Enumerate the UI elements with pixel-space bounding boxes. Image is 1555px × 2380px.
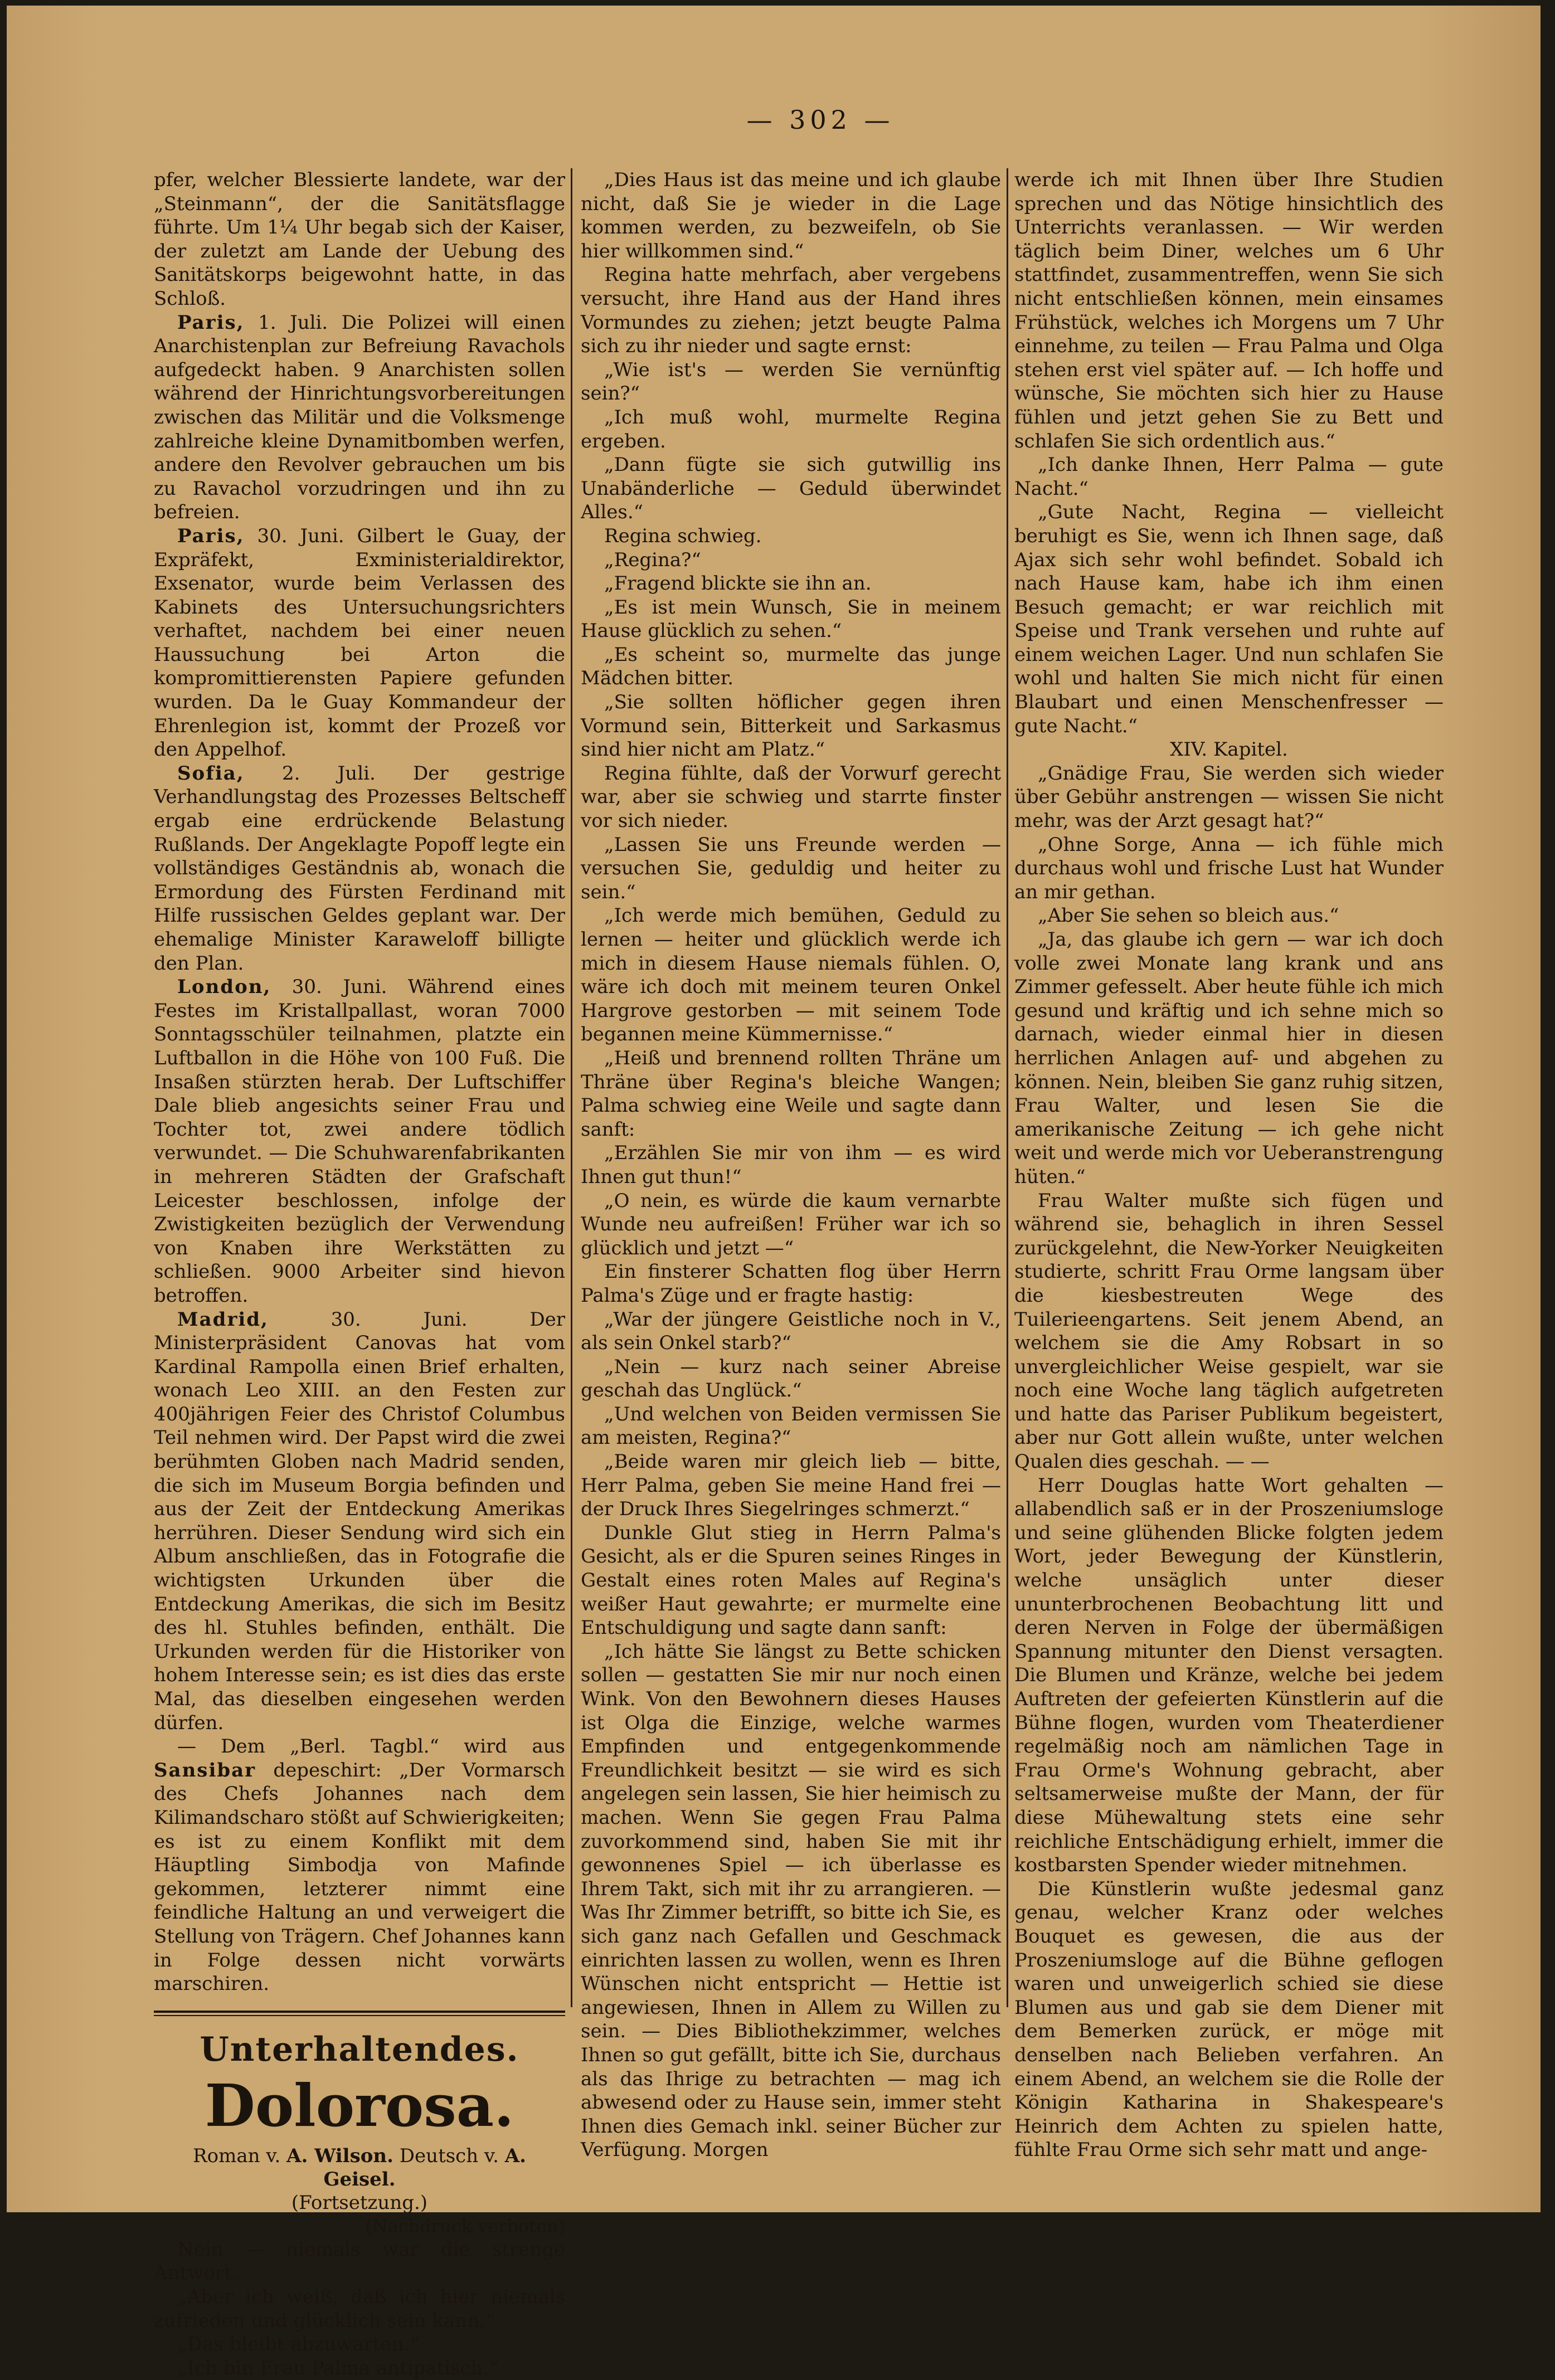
story-paragraph: Regina fühlte, daß der Vorwurf gerecht war, aber sie schwieg und starrte finster vor sich nieder. <box>581 762 1001 833</box>
story-paragraph: „Wie ist's — werden Sie vernünftig sein?“ <box>581 358 1001 405</box>
story-paragraph: „Das bleibt abzuwarten.“ <box>177 2333 420 2356</box>
news-paris-2 <box>154 524 565 762</box>
story-byline <box>154 2144 565 2191</box>
story-paragraph: „Lassen Sie uns Freunde werden — versuchen Sie, geduldig und heiter zu sein.“ <box>581 833 1001 903</box>
story-paragraph: „Es scheint so, murmelte das junge Mädchen bitter. <box>581 643 1001 690</box>
news-paragraph: pfer, welcher Blessierte landete, war der „Steinmann“, der die Sanitätsflagge führte. Um 1¼ Uhr begab sich der Kaiser, der zuletzt am Lande der Uebung des Sanitätskorps beigewohnt hatte, in das Schloß. <box>154 169 565 310</box>
news-place: Sofia, <box>177 762 245 785</box>
story-paragraph: Herr Douglas hatte Wort gehalten — allabendlich saß er in der Proszeniumsloge und seine glühenden Blicke folgten jedem Wort, jeder Bewegung der Künstlerin, welche unsäglich unter dieser ununterbrochenen Beobachtung litt und deren Nerven in Folge der übermäßigen Spannung mitunter den Dienst versagten. Die Blumen und Kränze, welche bei jedem Auftreten der gefeierten Künstlerin auf die Bühne flogen, wurden vom Theaterdiener regelmäßig noch am nämlichen Tage in Frau Orme's Wohnung gebracht, aber seltsamerweise mußte der Mann, der für diese Mühewaltung stets eine sehr reichliche Entschädigung erhielt, immer die kostbarsten Spender wieder mitnehmen. <box>1014 1474 1444 1877</box>
story-paragraph: werde ich mit Ihnen über Ihre Studien sprechen und das Nötige hinsichtlich des Unterrichts veranlassen. — Wir werden täglich beim Diner, welches um 6 Uhr stattfindet, zusammentreffen, wenn Sie sich nicht entschließen können, mein einsames Frühstück, welches ich Morgens um 7 Uhr einnehme, zu teilen — Frau Palma und Olga stehen erst viel später auf. — Ich hoffe und wünsche, Sie möchten sich hier zu Hause fühlen und jetzt gehen Sie zu Bett und schlafen Sie sich ordentlich aus.“ <box>1014 169 1444 452</box>
story-paragraph: „Dies Haus ist das meine und ich glaube nicht, daß Sie je wieder in die Lage kommen werden, zu bezweifeln, ob Sie hier willkommen sind.“ <box>581 169 1001 262</box>
news-text: 1. Juli. Die Polizei will einen Anarchistenplan zur Befreiung Ravachols aufgedeckt haben. 9 Anarchisten sollen während der Hinrichtungsvorbereitungen zwischen das Militär und die Volksmenge zahlreiche kleine Dynamitbomben werfen, andere den Revolver gebrauchen um bis zu Ravachol vorzudringen und ihn zu befreien. <box>154 311 565 524</box>
story-paragraph: „Ohne Sorge, Anna — ich fühle mich durchaus wohl und frische Lust hat Wunder an mir gethan. <box>1014 833 1444 903</box>
story-paragraph: Regina hatte mehrfach, aber vergebens versucht, ihre Hand aus der Hand ihres Vormundes zu ziehen; jetzt beugte Palma sich zu ihr nieder und sagte ernst: <box>581 264 1001 358</box>
story-paragraph: „Ich werde mich bemühen, Geduld zu lernen — heiter und glücklich werde ich mich in diesem Hause niemals fühlen. O, wäre ich doch mit meinem teuren Onkel Hargrove gestorben — mit seinem Tode begannen meine Kümmernisse.“ <box>581 904 1001 1046</box>
story-paragraph: „Nein — kurz nach seiner Abreise geschah das Unglück.“ <box>581 1355 1001 1402</box>
byline-mid: Deutsch v. <box>399 2144 499 2167</box>
story-paragraph: „Heiß und brennend rollten Thräne um Thräne über Regina's bleiche Wangen; Palma schwieg eine Weile und sagte dann sanft: <box>581 1047 1001 1141</box>
page-number: — 302 — <box>746 105 895 135</box>
story-paragraph: „Ich muß wohl, murmelte Regina ergeben. <box>581 406 1001 452</box>
continuation-note: (Fortsetzung.) <box>291 2191 428 2214</box>
story-paragraph: „Ich hätte Sie längst zu Bette schicken sollen — gestatten Sie mir nur noch einen Wink. Von den Bewohnern dieses Hauses ist Olga die Einzige, welche warmes Empfinden und entgegenkommende Freundlichkeit besitzt — sie wird es sich angelegen sein lassen, Sie hier heimisch zu machen. Wenn Sie gegen Frau Palma zuvorkommend sind, haben Sie mit ihr gewonnenes Spiel — ich überlasse es Ihrem Takt, sich mit ihr zu arrangieren. — Was Ihr Zimmer betrifft, so bitte ich Sie, es sich ganz nach Gefallen und Geschmack einrichten lassen zu wollen, wenn es Ihren Wünschen nicht entspricht — Hettie ist angewiesen, Ihnen in Allem zu Willen zu sein. — Dies Bibliothekzimmer, welches Ihnen so gut gefällt, bitte ich Sie, durchaus als das Ihrige zu betrachten — mag ich abwesend oder zu Hause sein, immer steht Ihnen dies Gemach inkl. seiner Bücher zur Verfügung. Morgen <box>581 1640 1001 2162</box>
story-paragraph: Dunkle Glut stieg in Herrn Palma's Gesicht, als er die Spuren seines Ringes in Gestalt eines roten Males auf Regina's weißer Haut gewahrte; er murmelte eine Entschuldigung und sagte dann sanft: <box>581 1521 1001 1639</box>
news-paris-1 <box>154 311 565 524</box>
news-sofia <box>154 762 565 975</box>
story-paragraph: „Sie sollten höflicher gegen ihren Vormund sein, Bitterkeit und Sarkasmus sind hier nicht am Platz.“ <box>581 691 1001 761</box>
story-paragraph: „Beide waren mir gleich lieb — bitte, Herr Palma, geben Sie meine Hand frei — der Druck Ihres Siegelringes schmerzt.“ <box>581 1451 1001 1521</box>
story-paragraph: „Gute Nacht, Regina — vielleicht beruhigt es Sie, wenn ich Ihnen sage, daß Ajax sich sehr wohl befindet. Sobald ich nach Hause kam, habe ich ihm einen Besuch gemacht; er war reichlich mit Speise und Trank versehen und ruhte auf einem weichen Lager. Und nun schlafen Sie wohl und halten Sie mich nicht für einen Blaubart und einen Menschenfresser — gute Nacht.“ <box>1014 501 1444 737</box>
news-text: 2. Juli. Der gestrige Verhandlungstag des Prozesses Beltscheff ergab eine erdrückende Belastung Rußlands. Der Angeklagte Popoff legte ein vollständiges Geständnis ab, wonach die Ermordung des Fürsten Ferdinand mit Hilfe russischen Geldes geplant war. Der ehemalige Minister Karaweloff billigte den Plan. <box>154 762 565 975</box>
column-rule-right <box>1007 168 1008 2007</box>
news-place: Paris, <box>177 311 245 334</box>
story-paragraph: „Es ist mein Wunsch, Sie in meinem Hause glücklich zu sehen.“ <box>581 596 1001 643</box>
news-text: 30. Juni. Gilbert le Guay, der Expräfekt, Exministerialdirektor, Exsenator, wurde beim Verlassen des Kabinets des Untersuchungsrichters verhaftet, nachdem bei einer neuen Haussuchung bei Arton die kompromittierensten Papiere gefunden wurden. Da le Guay Kommandeur der Ehrenlegion ist, kommt der Prozeß vor den Appelhof. <box>154 524 566 761</box>
reprint-note: (Nachdruck verboten) <box>365 2215 565 2237</box>
story-paragraph: Frau Walter mußte sich fügen und während sie, behaglich in ihren Sessel zurückgelehnt, die New-Yorker Neuigkeiten studierte, schritt Frau Orme langsam über die kiesbestreuten Wege des Tuilerieengartens. Seit jenem Abend, an welchem sie die Amy Robsart in so unvergleichlicher Weise gespielt, war sie noch eine Woche lang täglich aufgetreten und hatte das Pariser Publikum begeistert, aber nur Gott allein wußte, unter welchen Qualen dies geschah. — — <box>1014 1189 1444 1473</box>
byline-author: A. Wilson. <box>286 2144 393 2167</box>
story-paragraph: „Ich bin Frau Palma antipatisch.“ <box>177 2357 499 2379</box>
story-paragraph: Die Künstlerin wußte jedesmal ganz genau, welcher Kranz oder welches Bouquet es gewesen, die aus der Proszeniumsloge auf die Bühne geflogen waren und unweigerlich schied sie diese Blumen aus und gab sie dem Diener mit dem Bemerken zurück, er möge mit denselben nach Belieben verfahren. An einem Abend, an welchem sie die Rolle der Königin Katharina in Shakespeare's Heinrich dem Achten zu spielen hatte, fühlte Frau Orme sich sehr matt und ange- <box>1014 1877 1444 2162</box>
byline-translator: A. Geisel. <box>323 2144 526 2191</box>
news-place: Madrid, <box>177 1308 269 1331</box>
story-paragraph: „Regina?“ <box>604 548 701 571</box>
byline-prefix: Roman v. <box>193 2144 281 2167</box>
news-madrid <box>154 1308 565 1735</box>
story-paragraph: „War der jüngere Geistliche noch in V., als sein Onkel starb?“ <box>581 1308 1001 1355</box>
news-text: — Dem „Berl. Tagbl.“ wird aus <box>177 1735 565 1758</box>
column-story-right <box>1014 168 1444 2162</box>
section-divider <box>154 2011 565 2016</box>
story-paragraph: Nein — niemals war die strenge Antwort. <box>154 2238 565 2285</box>
chapter-heading: XIV. Kapitel. <box>1170 738 1288 761</box>
column-news <box>154 168 565 2380</box>
story-paragraph: Regina schwieg. <box>604 524 762 547</box>
story-paragraph: „Ja, das glaube ich gern — war ich doch volle zwei Monate lang krank und ans Zimmer gefesselt. Aber heute fühle ich mich gesund und kräftig und ich sehne mich so darnach, wieder einmal hier in diesen herrlichen Anlagen auf- und abgehen zu können. Nein, bleiben Sie ganz ruhig sitzen, Frau Walter, und lesen Sie die amerikanische Zeitung — ich gehe nicht weit und werde mich vor Ueberanstrengung hüten.“ <box>1014 928 1444 1188</box>
story-paragraph: „Aber Sie sehen so bleich aus.“ <box>1038 904 1339 927</box>
column-rule-left <box>571 168 572 2007</box>
story-paragraph: „Erzählen Sie mir von ihm — es wird Ihnen gut thun!“ <box>581 1142 1001 1188</box>
section-heading: Unterhaltendes. <box>200 2029 519 2069</box>
story-paragraph: „Gnädige Frau, Sie werden sich wieder über Gebühr anstrengen — wissen Sie nicht mehr, was der Arzt gesagt hat?“ <box>1014 762 1444 833</box>
news-text: depeschirt: „Der Vormarsch des Chefs Johannes nach dem Kilimandscharo stößt auf Schwierigkeiten; es ist zu einem Konflikt mit dem Häuptling Simbodja von Mafinde gekommen, letzterer nimmt eine feindliche Haltung an und verweigert die Stellung von Trägern. Chef Johannes kann in Folge dessen nicht vorwärts marschiren. <box>154 1759 566 1995</box>
news-text: 30. Juni. Der Ministerpräsident Canovas hat vom Kardinal Rampolla einen Brief erhalten, wonach Leo XIII. an den Festen zur 400jährigen Feier des Christof Columbus Teil nehmen wird. Der Papst wird die zwei berühmten Globen nach Madrid senden, die sich im Museum Borgia befinden und aus der Zeit der Entdeckung Amerikas herrühren. Dieser Sendung wird sich ein Album anschließen, das in Fotografie die wichtigsten Urkunden über die Entdeckung Amerikas, die sich im Besitz des hl. Stuhles befinden, enthält. Die Urkunden werden für die Historiker von hohem Interesse sein; es ist dies das erste Mal, das dieselben eingesehen werden dürfen. <box>154 1308 565 1734</box>
news-sansibar <box>154 1735 565 1996</box>
news-text: 30. Juni. Während eines Festes im Kristallpallast, woran 7000 Sonntagsschüler teilnahmen, platzte ein Luftballon in die Höhe von 100 Fuß. Die Insaßen stürzten herab. Der Luftschiffer Dale blieb angesichts seiner Frau und Tochter tot, zwei andere tödlich verwundet. — Die Schuhwarenfabrikanten in mehreren Städten der Grafschaft Leicester beschlossen, infolge der Zwistigkeiten bezüglich der Verwendung von Knaben ihre Werkstätten zu schließen. 9000 Arbeiter sind hievon betroffen. <box>154 976 565 1307</box>
news-place: London, <box>177 976 271 999</box>
story-title: Dolorosa. <box>205 2071 514 2140</box>
column-story-middle <box>581 168 1001 2162</box>
news-london <box>154 975 565 1307</box>
story-paragraph: „Und welchen von Beiden vermissen Sie am meisten, Regina?“ <box>581 1403 1001 1449</box>
news-place: Paris, <box>177 524 245 547</box>
story-paragraph: Ein finsterer Schatten flog über Herrn Palma's Züge und er fragte hastig: <box>581 1260 1001 1307</box>
newspaper-page <box>7 6 1541 2379</box>
story-paragraph: „Ich danke Ihnen, Herr Palma — gute Nacht.“ <box>1014 454 1444 500</box>
story-paragraph: „Fragend blickte sie ihn an. <box>604 572 872 595</box>
story-paragraph: „Aber ich weiß, daß ich hier niemals zufrieden und glücklich sein kann.“ <box>154 2285 565 2332</box>
story-paragraph: „O nein, es würde die kaum vernarbte Wunde neu aufreißen! Früher war ich so glücklich und jetzt —“ <box>581 1189 1001 1259</box>
news-place: Sansibar <box>154 1759 256 1782</box>
story-paragraph: „Dann fügte sie sich gutwillig ins Unabänderliche — Geduld überwindet Alles.“ <box>581 454 1001 524</box>
